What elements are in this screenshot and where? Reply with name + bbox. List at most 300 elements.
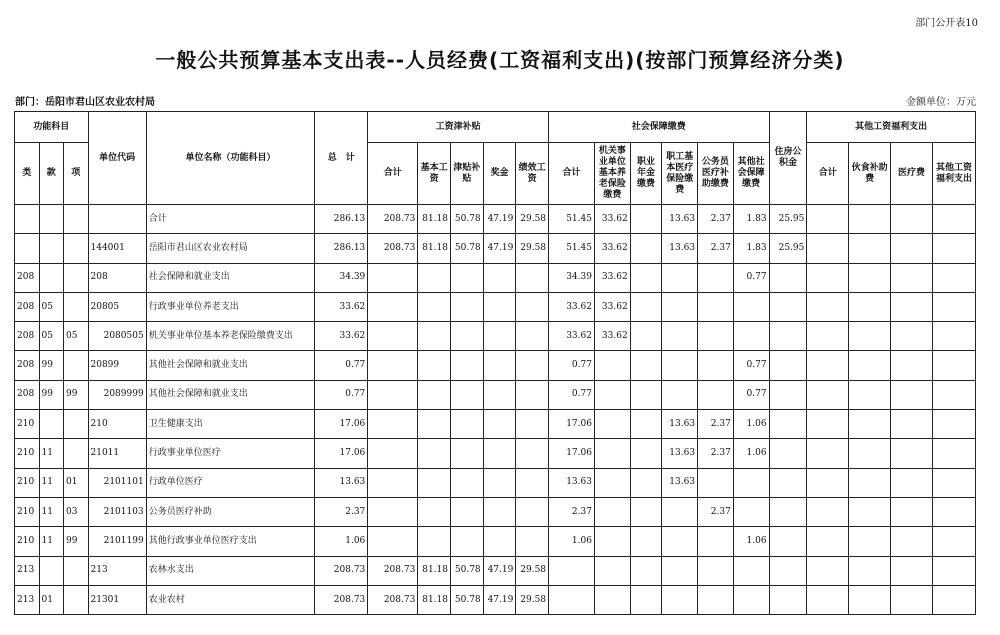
cell-name: 其他行政事业单位医疗支出 [146,527,314,556]
cell-kuan [39,234,64,263]
cell-lei: 210 [15,527,40,556]
cell-code: 144001 [88,234,146,263]
cell-ss-pension [594,468,630,497]
header-social-total: 合计 [549,143,595,205]
cell-s-allow [450,292,483,321]
cell-ss-other [733,468,769,497]
cell-o-total [807,497,849,526]
cell-code: 213 [88,556,146,585]
table-row [15,292,976,321]
cell-ss-annuity [630,527,662,556]
cell-housing [769,468,807,497]
cell-housing [769,410,807,439]
budget-table [14,111,976,615]
cell-ss-total: 34.39 [549,263,595,292]
cell-s-basic [418,468,451,497]
cell-o-meal [849,468,891,497]
cell-o-meal [849,380,891,409]
cell-xiang [64,292,89,321]
cell-s-allow: 50.78 [450,585,483,614]
header-other-total: 合计 [807,143,849,205]
cell-s-bonus [483,292,516,321]
cell-ss-civil [698,292,734,321]
cell-o-total [807,263,849,292]
cell-xiang [64,585,89,614]
cell-o-total [807,205,849,234]
cell-s-total [368,439,418,468]
header-medical-insurance: 职工基本医疗保险缴费 [662,143,698,205]
cell-s-basic [418,410,451,439]
cell-s-bonus [483,380,516,409]
cell-lei: 208 [15,351,40,380]
cell-ss-annuity [630,351,662,380]
cell-o-other [932,439,975,468]
cell-ss-civil [698,468,734,497]
cell-ss-medical: 13.63 [662,234,698,263]
cell-xiang [64,351,89,380]
cell-housing [769,351,807,380]
table-row [15,468,976,497]
cell-housing [769,322,807,351]
cell-ss-total: 13.63 [549,468,595,497]
cell-total: 17.06 [315,439,368,468]
cell-s-perf [516,410,549,439]
cell-lei: 208 [15,380,40,409]
cell-s-total [368,292,418,321]
cell-total: 17.06 [315,410,368,439]
cell-s-perf [516,292,549,321]
cell-name: 社会保障和就业支出 [146,263,314,292]
header-xiang: 项 [64,143,89,205]
cell-ss-civil: 2.37 [698,205,734,234]
cell-s-bonus [483,322,516,351]
cell-s-bonus [483,439,516,468]
cell-ss-other: 0.77 [733,263,769,292]
cell-o-total [807,439,849,468]
cell-o-med [891,468,933,497]
cell-s-bonus: 47.19 [483,234,516,263]
cell-o-meal [849,585,891,614]
cell-lei: 213 [15,556,40,585]
cell-s-total [368,497,418,526]
cell-ss-total: 33.62 [549,292,595,321]
cell-s-basic: 81.18 [418,234,451,263]
header-other-group: 其他工资福利支出 [807,112,976,143]
cell-o-med [891,205,933,234]
cell-s-bonus: 47.19 [483,556,516,585]
cell-code: 2101101 [88,468,146,497]
cell-ss-medical [662,263,698,292]
cell-s-perf [516,351,549,380]
cell-o-med [891,322,933,351]
cell-housing [769,556,807,585]
cell-ss-pension [594,351,630,380]
cell-kuan: 05 [39,292,64,321]
cell-ss-pension [594,527,630,556]
cell-housing [769,527,807,556]
cell-o-med [891,263,933,292]
cell-s-bonus [483,410,516,439]
cell-xiang: 99 [64,380,89,409]
cell-ss-medical [662,380,698,409]
table-row [15,497,976,526]
header-civil-medical: 公务员医疗补助缴费 [698,143,734,205]
cell-name: 农业农村 [146,585,314,614]
cell-ss-annuity [630,234,662,263]
cell-code [88,205,146,234]
cell-o-med [891,234,933,263]
cell-s-perf [516,322,549,351]
cell-ss-annuity [630,292,662,321]
cell-ss-civil: 2.37 [698,497,734,526]
cell-o-meal [849,292,891,321]
cell-housing: 25.95 [769,205,807,234]
cell-ss-pension: 33.62 [594,322,630,351]
cell-o-med [891,585,933,614]
cell-s-basic [418,380,451,409]
cell-s-perf [516,468,549,497]
header-unit-code: 单位代码 [88,112,146,205]
cell-housing [769,585,807,614]
table-row [15,322,976,351]
cell-o-other [932,527,975,556]
form-number: 部门公开表10 [915,18,978,29]
cell-s-bonus [483,527,516,556]
cell-s-total [368,527,418,556]
cell-lei: 208 [15,263,40,292]
cell-s-total: 208.73 [368,556,418,585]
cell-s-total [368,410,418,439]
cell-name: 其他社会保障和就业支出 [146,351,314,380]
header-func-subject: 功能科目 [15,112,89,143]
cell-total: 33.62 [315,322,368,351]
cell-o-other [932,292,975,321]
table-row [15,527,976,556]
cell-xiang [64,556,89,585]
cell-ss-other [733,292,769,321]
header-bonus: 奖金 [483,143,516,205]
cell-ss-pension [594,439,630,468]
cell-o-total [807,380,849,409]
cell-s-allow [450,380,483,409]
cell-ss-total: 0.77 [549,380,595,409]
cell-ss-other [733,556,769,585]
cell-s-allow: 50.78 [450,205,483,234]
cell-ss-civil [698,527,734,556]
cell-ss-other [733,322,769,351]
cell-code: 21301 [88,585,146,614]
cell-s-total [368,351,418,380]
cell-s-bonus: 47.19 [483,205,516,234]
table-row [15,351,976,380]
header-total: 总 计 [315,112,368,205]
cell-ss-annuity [630,380,662,409]
cell-lei: 210 [15,497,40,526]
cell-ss-pension [594,585,630,614]
cell-code: 2089999 [88,380,146,409]
cell-o-med [891,380,933,409]
cell-xiang [64,439,89,468]
cell-o-med [891,439,933,468]
cell-s-total [368,380,418,409]
cell-housing [769,380,807,409]
header-performance-pay: 绩效工资 [516,143,549,205]
cell-o-other [932,497,975,526]
cell-s-bonus [483,351,516,380]
cell-o-total [807,556,849,585]
cell-lei: 213 [15,585,40,614]
cell-ss-medical [662,497,698,526]
cell-o-meal [849,497,891,526]
cell-kuan: 11 [39,439,64,468]
header-allowance: 津贴补贴 [450,143,483,205]
cell-ss-pension [594,497,630,526]
cell-name: 机关事业单位基本养老保险缴费支出 [146,322,314,351]
cell-s-bonus [483,263,516,292]
cell-s-allow [450,439,483,468]
cell-xiang [64,234,89,263]
page-title: 一般公共预算基本支出表--人员经费(工资福利支出)(按部门预算经济分类) [155,48,845,72]
cell-ss-civil [698,351,734,380]
cell-o-other [932,380,975,409]
cell-o-total [807,322,849,351]
cell-s-basic [418,527,451,556]
cell-o-total [807,468,849,497]
cell-o-meal [849,410,891,439]
cell-ss-other: 1.06 [733,527,769,556]
cell-ss-medical [662,527,698,556]
cell-s-basic [418,351,451,380]
cell-name: 岳阳市君山区农业农村局 [146,234,314,263]
cell-o-total [807,527,849,556]
cell-kuan [39,263,64,292]
header-unit-name: 单位名称（功能科目） [146,112,314,205]
cell-housing [769,439,807,468]
cell-o-other [932,468,975,497]
cell-ss-medical [662,556,698,585]
cell-s-basic [418,292,451,321]
cell-name: 卫生健康支出 [146,410,314,439]
header-medical-fee: 医疗费 [891,143,933,205]
cell-o-other [932,234,975,263]
cell-lei: 210 [15,468,40,497]
cell-code: 210 [88,410,146,439]
cell-total: 33.62 [315,292,368,321]
cell-name: 公务员医疗补助 [146,497,314,526]
cell-ss-civil [698,322,734,351]
cell-ss-pension: 33.62 [594,234,630,263]
table-row [15,556,976,585]
cell-total: 1.06 [315,527,368,556]
cell-code: 21011 [88,439,146,468]
cell-ss-medical [662,351,698,380]
cell-ss-total [549,556,595,585]
cell-code: 208 [88,263,146,292]
cell-ss-civil: 2.37 [698,439,734,468]
cell-s-allow: 50.78 [450,556,483,585]
cell-s-perf: 29.58 [516,205,549,234]
cell-ss-total: 1.06 [549,527,595,556]
cell-s-perf: 29.58 [516,556,549,585]
cell-s-allow [450,351,483,380]
table-row [15,234,976,263]
header-housing-fund: 住房公积金 [769,112,807,205]
header-pension: 机关事业单位基本养老保险缴费 [594,143,630,205]
cell-o-med [891,497,933,526]
cell-lei [15,234,40,263]
cell-name: 其他社会保障和就业支出 [146,380,314,409]
cell-s-perf: 29.58 [516,234,549,263]
cell-xiang [64,263,89,292]
cell-s-total: 208.73 [368,205,418,234]
cell-ss-civil [698,556,734,585]
cell-ss-total: 33.62 [549,322,595,351]
cell-ss-other: 0.77 [733,380,769,409]
table-row [15,263,976,292]
cell-o-total [807,585,849,614]
cell-ss-total: 0.77 [549,351,595,380]
cell-ss-total: 17.06 [549,410,595,439]
cell-kuan [39,410,64,439]
cell-s-bonus [483,497,516,526]
cell-ss-medical [662,292,698,321]
cell-o-other [932,585,975,614]
cell-ss-total: 51.45 [549,234,595,263]
cell-total: 286.13 [315,234,368,263]
cell-housing [769,263,807,292]
cell-s-bonus [483,468,516,497]
cell-lei: 208 [15,292,40,321]
cell-ss-medical: 13.63 [662,205,698,234]
cell-s-basic: 81.18 [418,556,451,585]
cell-kuan [39,556,64,585]
cell-o-meal [849,263,891,292]
cell-o-other [932,556,975,585]
cell-s-allow [450,468,483,497]
cell-s-basic [418,439,451,468]
department-label: 部门：岳阳市君山区农业农村局 [15,97,155,108]
cell-ss-pension [594,410,630,439]
cell-ss-medical: 13.63 [662,439,698,468]
cell-o-other [932,205,975,234]
cell-s-allow: 50.78 [450,234,483,263]
cell-o-med [891,410,933,439]
cell-ss-other: 0.77 [733,351,769,380]
cell-o-meal [849,205,891,234]
cell-ss-pension [594,380,630,409]
header-kuan: 款 [39,143,64,205]
cell-s-bonus: 47.19 [483,585,516,614]
cell-xiang: 05 [64,322,89,351]
cell-s-basic [418,322,451,351]
header-annuity: 职业年金缴费 [630,143,662,205]
cell-ss-medical [662,322,698,351]
cell-s-perf: 29.58 [516,585,549,614]
cell-s-total [368,322,418,351]
cell-ss-other: 1.83 [733,234,769,263]
cell-s-total: 208.73 [368,585,418,614]
cell-o-meal [849,234,891,263]
cell-name: 行政单位医疗 [146,468,314,497]
cell-total: 0.77 [315,351,368,380]
cell-xiang [64,205,89,234]
cell-ss-annuity [630,556,662,585]
cell-ss-civil: 2.37 [698,410,734,439]
cell-code: 2101199 [88,527,146,556]
cell-s-perf [516,527,549,556]
cell-lei [15,205,40,234]
table-row [15,585,976,614]
cell-code: 20805 [88,292,146,321]
table-body [15,205,976,615]
cell-o-meal [849,351,891,380]
cell-ss-other: 1.83 [733,205,769,234]
cell-kuan: 11 [39,468,64,497]
table-row [15,380,976,409]
header-lei: 类 [15,143,40,205]
cell-lei: 210 [15,410,40,439]
cell-s-perf [516,380,549,409]
cell-total: 2.37 [315,497,368,526]
cell-code: 20899 [88,351,146,380]
cell-ss-annuity [630,322,662,351]
cell-s-perf [516,439,549,468]
header-social-group: 社会保障缴费 [549,112,770,143]
cell-ss-medical [662,585,698,614]
header-other-welfare: 其他工资福利支出 [932,143,975,205]
cell-name: 农林水支出 [146,556,314,585]
cell-s-basic [418,497,451,526]
cell-ss-annuity [630,205,662,234]
cell-housing [769,497,807,526]
cell-kuan: 01 [39,585,64,614]
cell-ss-annuity [630,497,662,526]
cell-s-allow [450,527,483,556]
cell-s-basic: 81.18 [418,205,451,234]
cell-ss-other: 1.06 [733,439,769,468]
header-other-social: 其他社会保障缴费 [733,143,769,205]
cell-total: 0.77 [315,380,368,409]
cell-lei: 210 [15,439,40,468]
cell-s-basic [418,263,451,292]
cell-ss-civil: 2.37 [698,234,734,263]
cell-s-allow [450,322,483,351]
cell-housing: 25.95 [769,234,807,263]
cell-ss-civil [698,585,734,614]
cell-s-allow [450,263,483,292]
cell-kuan: 99 [39,380,64,409]
cell-ss-pension: 33.62 [594,205,630,234]
cell-code: 2080505 [88,322,146,351]
cell-kuan: 11 [39,497,64,526]
cell-name: 合计 [146,205,314,234]
cell-s-allow [450,410,483,439]
cell-total: 34.39 [315,263,368,292]
cell-o-med [891,527,933,556]
cell-ss-annuity [630,263,662,292]
cell-o-other [932,263,975,292]
cell-ss-total [549,585,595,614]
cell-o-other [932,351,975,380]
header-basic-salary: 基本工资 [418,143,451,205]
cell-ss-other [733,585,769,614]
cell-o-total [807,351,849,380]
cell-name: 行政事业单位养老支出 [146,292,314,321]
cell-o-meal [849,322,891,351]
cell-total: 208.73 [315,556,368,585]
cell-o-med [891,292,933,321]
cell-lei: 208 [15,322,40,351]
